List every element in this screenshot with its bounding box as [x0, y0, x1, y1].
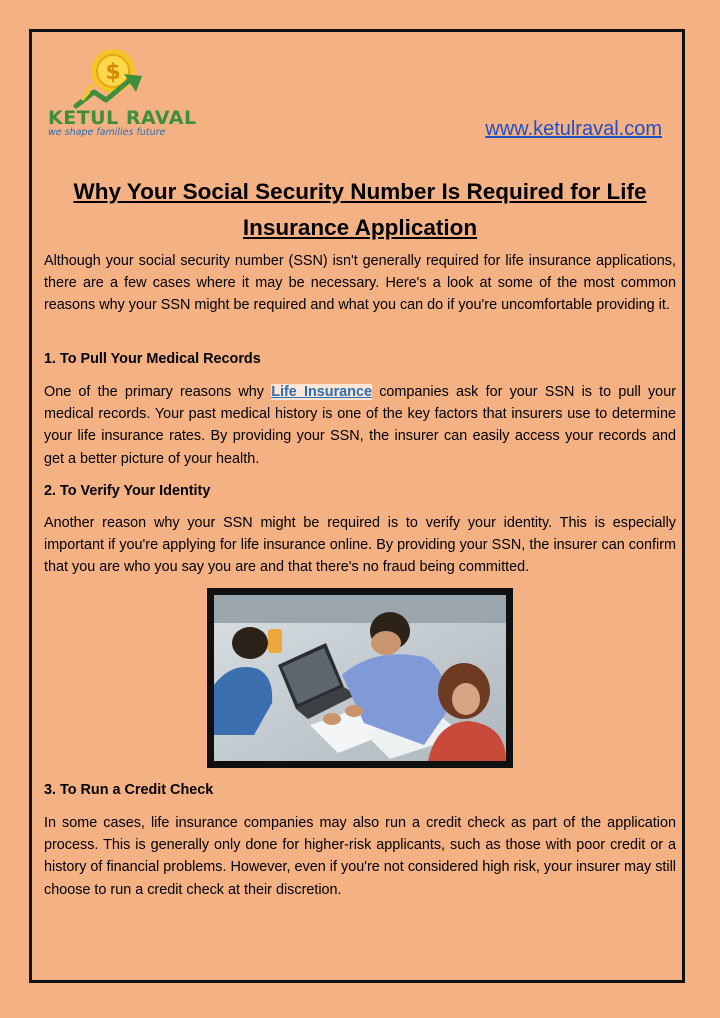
brand-name: KETUL RAVAL — [48, 107, 197, 129]
svg-text:$: $ — [105, 60, 121, 85]
page-title: Why Your Social Security Number Is Required for Life Insurance Application — [73, 179, 647, 240]
section-body-verify-identity: Another reason why your SSN might be required is to verify your identity. This is especially important if you're applying for life insurance online. By providing your SSN, the insurer can confirm that you are who you say you are and that there's no fraud being committed. — [44, 515, 676, 576]
section-heading-credit-check: 3. To Run a Credit Check — [44, 782, 214, 798]
section-heading-verify-identity: 2. To Verify Your Identity — [44, 483, 211, 499]
brand-tagline: we shape families future — [48, 127, 166, 138]
body-text-end: companies ask for your SSN is to pull your medical records. Your past medical history is one of the key factors that insurers use to determine your life insurance rates. By providing your SSN, the insurer can easily access your records and get a better picture of your health. — [44, 384, 676, 467]
advisor-meeting-photo — [207, 588, 513, 768]
meeting-illustration — [214, 595, 506, 761]
section-body-credit-check: In some cases, life insurance companies may also run a credit check as part of the application process. This is generally only done for higher-risk applicants, such as those with poor credit or a history of financial problems. However, even if you're not considered high risk, your insurer may still choose to run a credit check at their discretion. — [44, 815, 676, 898]
intro-paragraph: Although your social security number (SSN) isn't generally required for life insurance applications, there are a few cases where it may be necessary. Here's a look at some of the most common reasons why your SSN might be required and what you can do if you're uncomfortable providing it. — [44, 253, 676, 314]
website-link[interactable]: www.ketulraval.com — [485, 118, 662, 140]
section-body-medical-records — [44, 381, 676, 470]
life-insurance-link[interactable]: Life Insurance — [271, 384, 372, 400]
section-heading-medical-records: 1. To Pull Your Medical Records — [44, 351, 261, 367]
body-text-start: One of the primary reasons why — [44, 384, 272, 400]
